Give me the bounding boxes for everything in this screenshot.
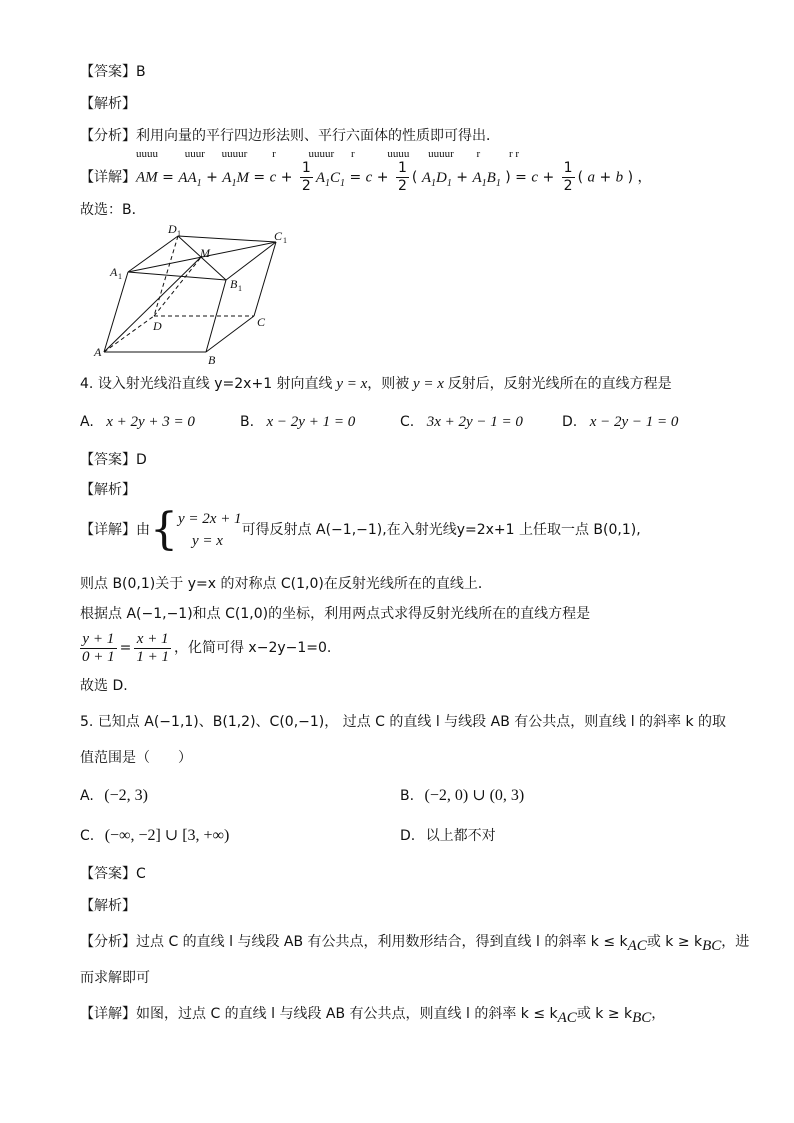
q5-fenxi-line: 【分析】过点 C 的直线 l 与线段 AB 有公共点，利用数形结合，得到直线 l 的斜率 $k \le k_{AC}$或 $k \ge k_{BC}$，进 <box>80 934 750 954</box>
q4-line3: 根据点 A(−1,−1)和点 C(1,0)的坐标，利用两点式求得反射光线所在的直线方程是 <box>80 606 591 622</box>
q4-option-b: B. x − 2y + 1 = 0 <box>240 414 356 430</box>
label-c: C <box>257 315 266 329</box>
label-a1: A <box>110 265 118 279</box>
q4-stem: 4. 设入射光线沿直线 y=2x+1 射向直线 y = x，则被 y = x 反射后，反射光线所在的直线方程是 <box>80 376 672 392</box>
q5-stem-cont: 值范围是（ ） <box>80 750 192 766</box>
q5-option-d: D. 以上都不对 <box>400 828 496 844</box>
q5-answer-line: 【答案】C <box>80 866 146 882</box>
q5-option-b: B. (−2, 0) ∪ (0, 3) <box>400 787 525 804</box>
q5-option-c: C. (−∞, −2] ∪ [3, +∞) <box>80 827 230 844</box>
label-d1: D <box>168 222 177 236</box>
q4-detail-line: 【详解】由{ y = 2x + 1 y = x 可得反射点 A(−1,−1),在入射光线y=2x+1 上任取一点 B(0,1), <box>80 504 641 555</box>
label-b1: B <box>230 277 238 291</box>
q3-answer-line <box>80 62 146 82</box>
q3-conclusion: 故选：B． <box>80 202 146 218</box>
q4-line2: 则点 B(0,1)关于 y=x 的对称点 C(1,0)在反射光线所在的直线上． <box>80 576 492 592</box>
q3-detail-line: 【详解】AM = $AA_1 + A_1M = c$ + $\frac{1}{2}$ $A_1C_1 = c$ + $\frac{1}{2}$ ( $A_1D_1 + A_1B_1$ ) = c + $\frac{1}{2}$ ( a + b ) ， <box>80 160 652 194</box>
q5-stem: 5. 已知点 A(−1,1)、B(1,2)、C(0,−1)， 过点 C 的直线 l 与线段 AB 有公共点，则直线 l 的斜率 k 的取 <box>80 714 727 730</box>
svg-text:1: 1 <box>238 284 242 293</box>
fenxi-text: 利用向量的平行四边形法则、平行六面体的性质即可得出． <box>136 128 500 144</box>
svg-text:1: 1 <box>177 229 181 238</box>
q3-fenxi-line <box>80 126 500 146</box>
q4-option-d: D. x − 2y − 1 = 0 <box>562 414 679 430</box>
label-d: D <box>153 319 162 333</box>
answer-value: B <box>136 64 146 80</box>
label-a: A <box>94 345 102 359</box>
q3-vector-marks: uuuu uuur uuuur r uuuur r uuuu uuuur r r r <box>136 148 520 160</box>
q4-fraction-line: $\frac{y + 1}{0 + 1}$ = $\frac{x + 1}{1 + 1}$ ，化简可得 x−2y−1=0. <box>82 630 332 665</box>
detail-label: 【详解】 <box>80 169 136 186</box>
q4-answer-line: 【答案】D <box>80 452 147 468</box>
q5-analysis-heading: 【解析】 <box>80 898 136 914</box>
q5-fenxi-cont: 而求解即可 <box>80 970 150 986</box>
svg-text:1: 1 <box>118 272 122 281</box>
fenxi-label: 【分析】 <box>80 128 136 144</box>
label-m: M <box>200 246 210 260</box>
answer-label: 【答案】 <box>80 64 136 80</box>
q3-analysis-heading: 【解析】 <box>80 96 136 112</box>
q4-option-a: A. x + 2y + 3 = 0 <box>80 414 195 430</box>
label-b: B <box>208 353 216 367</box>
q4-analysis-heading: 【解析】 <box>80 482 136 498</box>
q4-conclusion: 故选 D. <box>80 678 128 694</box>
q4-option-c: C. 3x + 2y − 1 = 0 <box>400 414 523 430</box>
q5-detail-line: 【详解】如图，过点 C 的直线 l 与线段 AB 有公共点，则直线 l 的斜率 $k \le k_{AC}$或 $k \ge k_{BC}$， <box>80 1006 666 1026</box>
q5-option-a: A. (−2, 3) <box>80 787 148 804</box>
label-c1: C <box>274 229 283 243</box>
svg-text:1: 1 <box>283 236 287 245</box>
parallelepiped-figure <box>90 222 300 367</box>
